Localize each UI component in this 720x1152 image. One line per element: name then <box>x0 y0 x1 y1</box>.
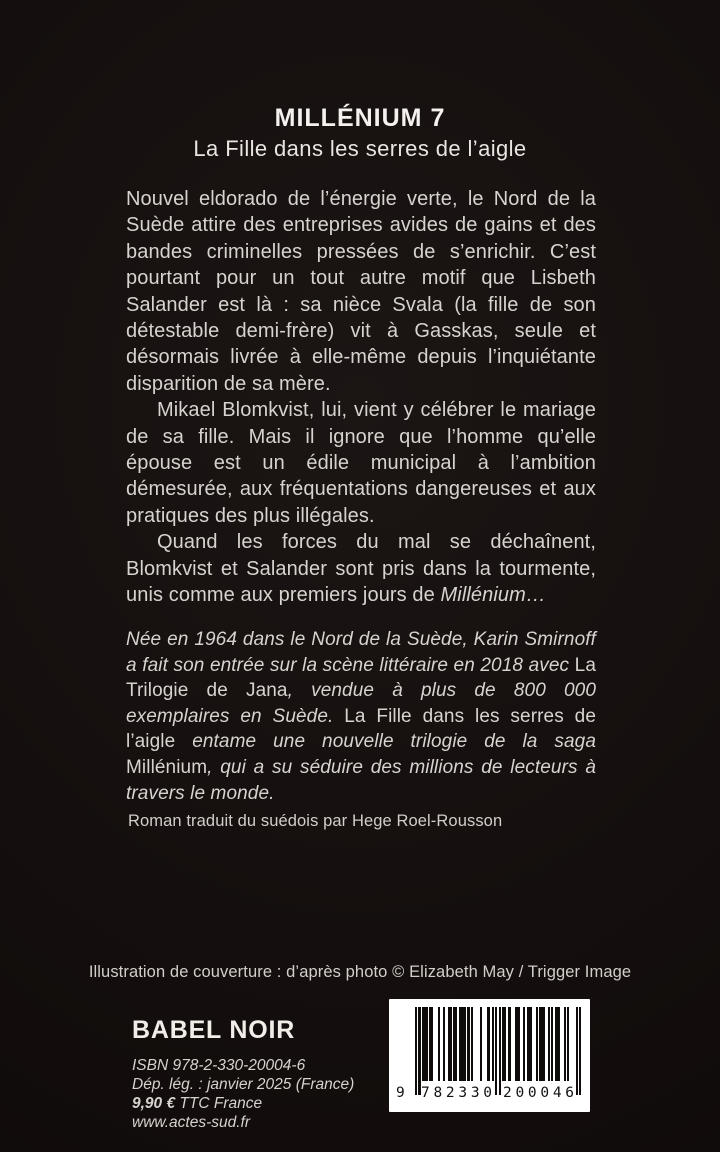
synopsis <box>126 186 596 609</box>
imprint-details <box>132 1056 354 1132</box>
bio-book-title: La Trilogie de Jana <box>126 654 596 702</box>
book-subtitle: La Fille dans les serres de l’aigle <box>193 136 527 161</box>
series-name-italic: Millénium… <box>440 584 546 607</box>
bio-segment: entame une nouvelle trilogie de la saga <box>175 731 596 753</box>
bio-segment: Née en 1964 dans le Nord de la Suède, Karin Smirnoff a fait son entrée sur la scène littéraire en 2018 avec <box>126 629 596 676</box>
price-suffix: TTC France <box>175 1095 263 1112</box>
barcode-bars <box>415 1007 581 1095</box>
synopsis-paragraph-3-text: Quand les forces du mal se déchaînent, Blomkvist et Salander sont pris dans la tourmente, unis comme aux premiers jours de <box>126 531 596 607</box>
isbn-line: ISBN 978-2-330-20004-6 <box>132 1057 306 1074</box>
cover-credit: Illustration de couverture : d’après photo © Elizabeth May / Trigger Image <box>88 963 632 981</box>
barcode <box>389 999 590 1112</box>
price-line <box>132 1094 354 1113</box>
series-title: MILLÉNIUM 7 <box>274 104 446 132</box>
legal-deposit-line: Dép. lég. : janvier 2025 (France) <box>132 1076 355 1093</box>
author-bio <box>126 627 596 806</box>
barcode-first-digit: 9 <box>396 1085 405 1101</box>
publisher-website: www.actes-sud.fr <box>132 1114 251 1131</box>
bio-book-title: La Fille dans les serres de l’aigle <box>126 705 596 753</box>
imprint-block <box>132 1016 354 1132</box>
bio-segment: , vendue à plus de 800 000 exemplaires en Suède. <box>126 680 596 727</box>
synopsis-paragraph-1: Nouvel eldorado de l’énergie verte, le Nord de la Suède attire des entreprises avides de gains et des bandes criminelles pressées de s’enrichir. C’est pourtant pour un tout autre motif que Lisbeth Salander est là : sa nièce Svala (la fille de son détestable demi-frère) vit à Gasskas, seule et désormais livrée à elle-même depuis l’inquiétante disparition de sa mère. <box>126 188 596 395</box>
price-value: 9,90 € <box>132 1095 176 1112</box>
bio-series-name: Millénium <box>126 756 208 778</box>
title-block <box>0 104 720 162</box>
bio-segment: , qui a su séduire des millions de lecteurs à travers le monde. <box>126 756 596 804</box>
barcode-right-digits: 2 0 0 0 4 6 <box>503 1085 574 1101</box>
barcode-number <box>389 1083 590 1105</box>
synopsis-paragraph-3 <box>126 529 596 608</box>
imprint-logo: BABEL NOIR <box>132 1016 296 1044</box>
synopsis-paragraph-2: Mikael Blomkvist, lui, vient y célébrer le mariage de sa fille. Mais il ignore que l’homme qu’elle épouse est un édile municipal à l’ambition démesurée, aux fréquentations dangereuses et aux pratiques des plus illégales. <box>126 399 596 527</box>
barcode-left-digits: 7 8 2 3 3 0 <box>421 1085 492 1101</box>
translator-note: Roman traduit du suédois par Hege Roel-Rousson <box>128 812 503 830</box>
